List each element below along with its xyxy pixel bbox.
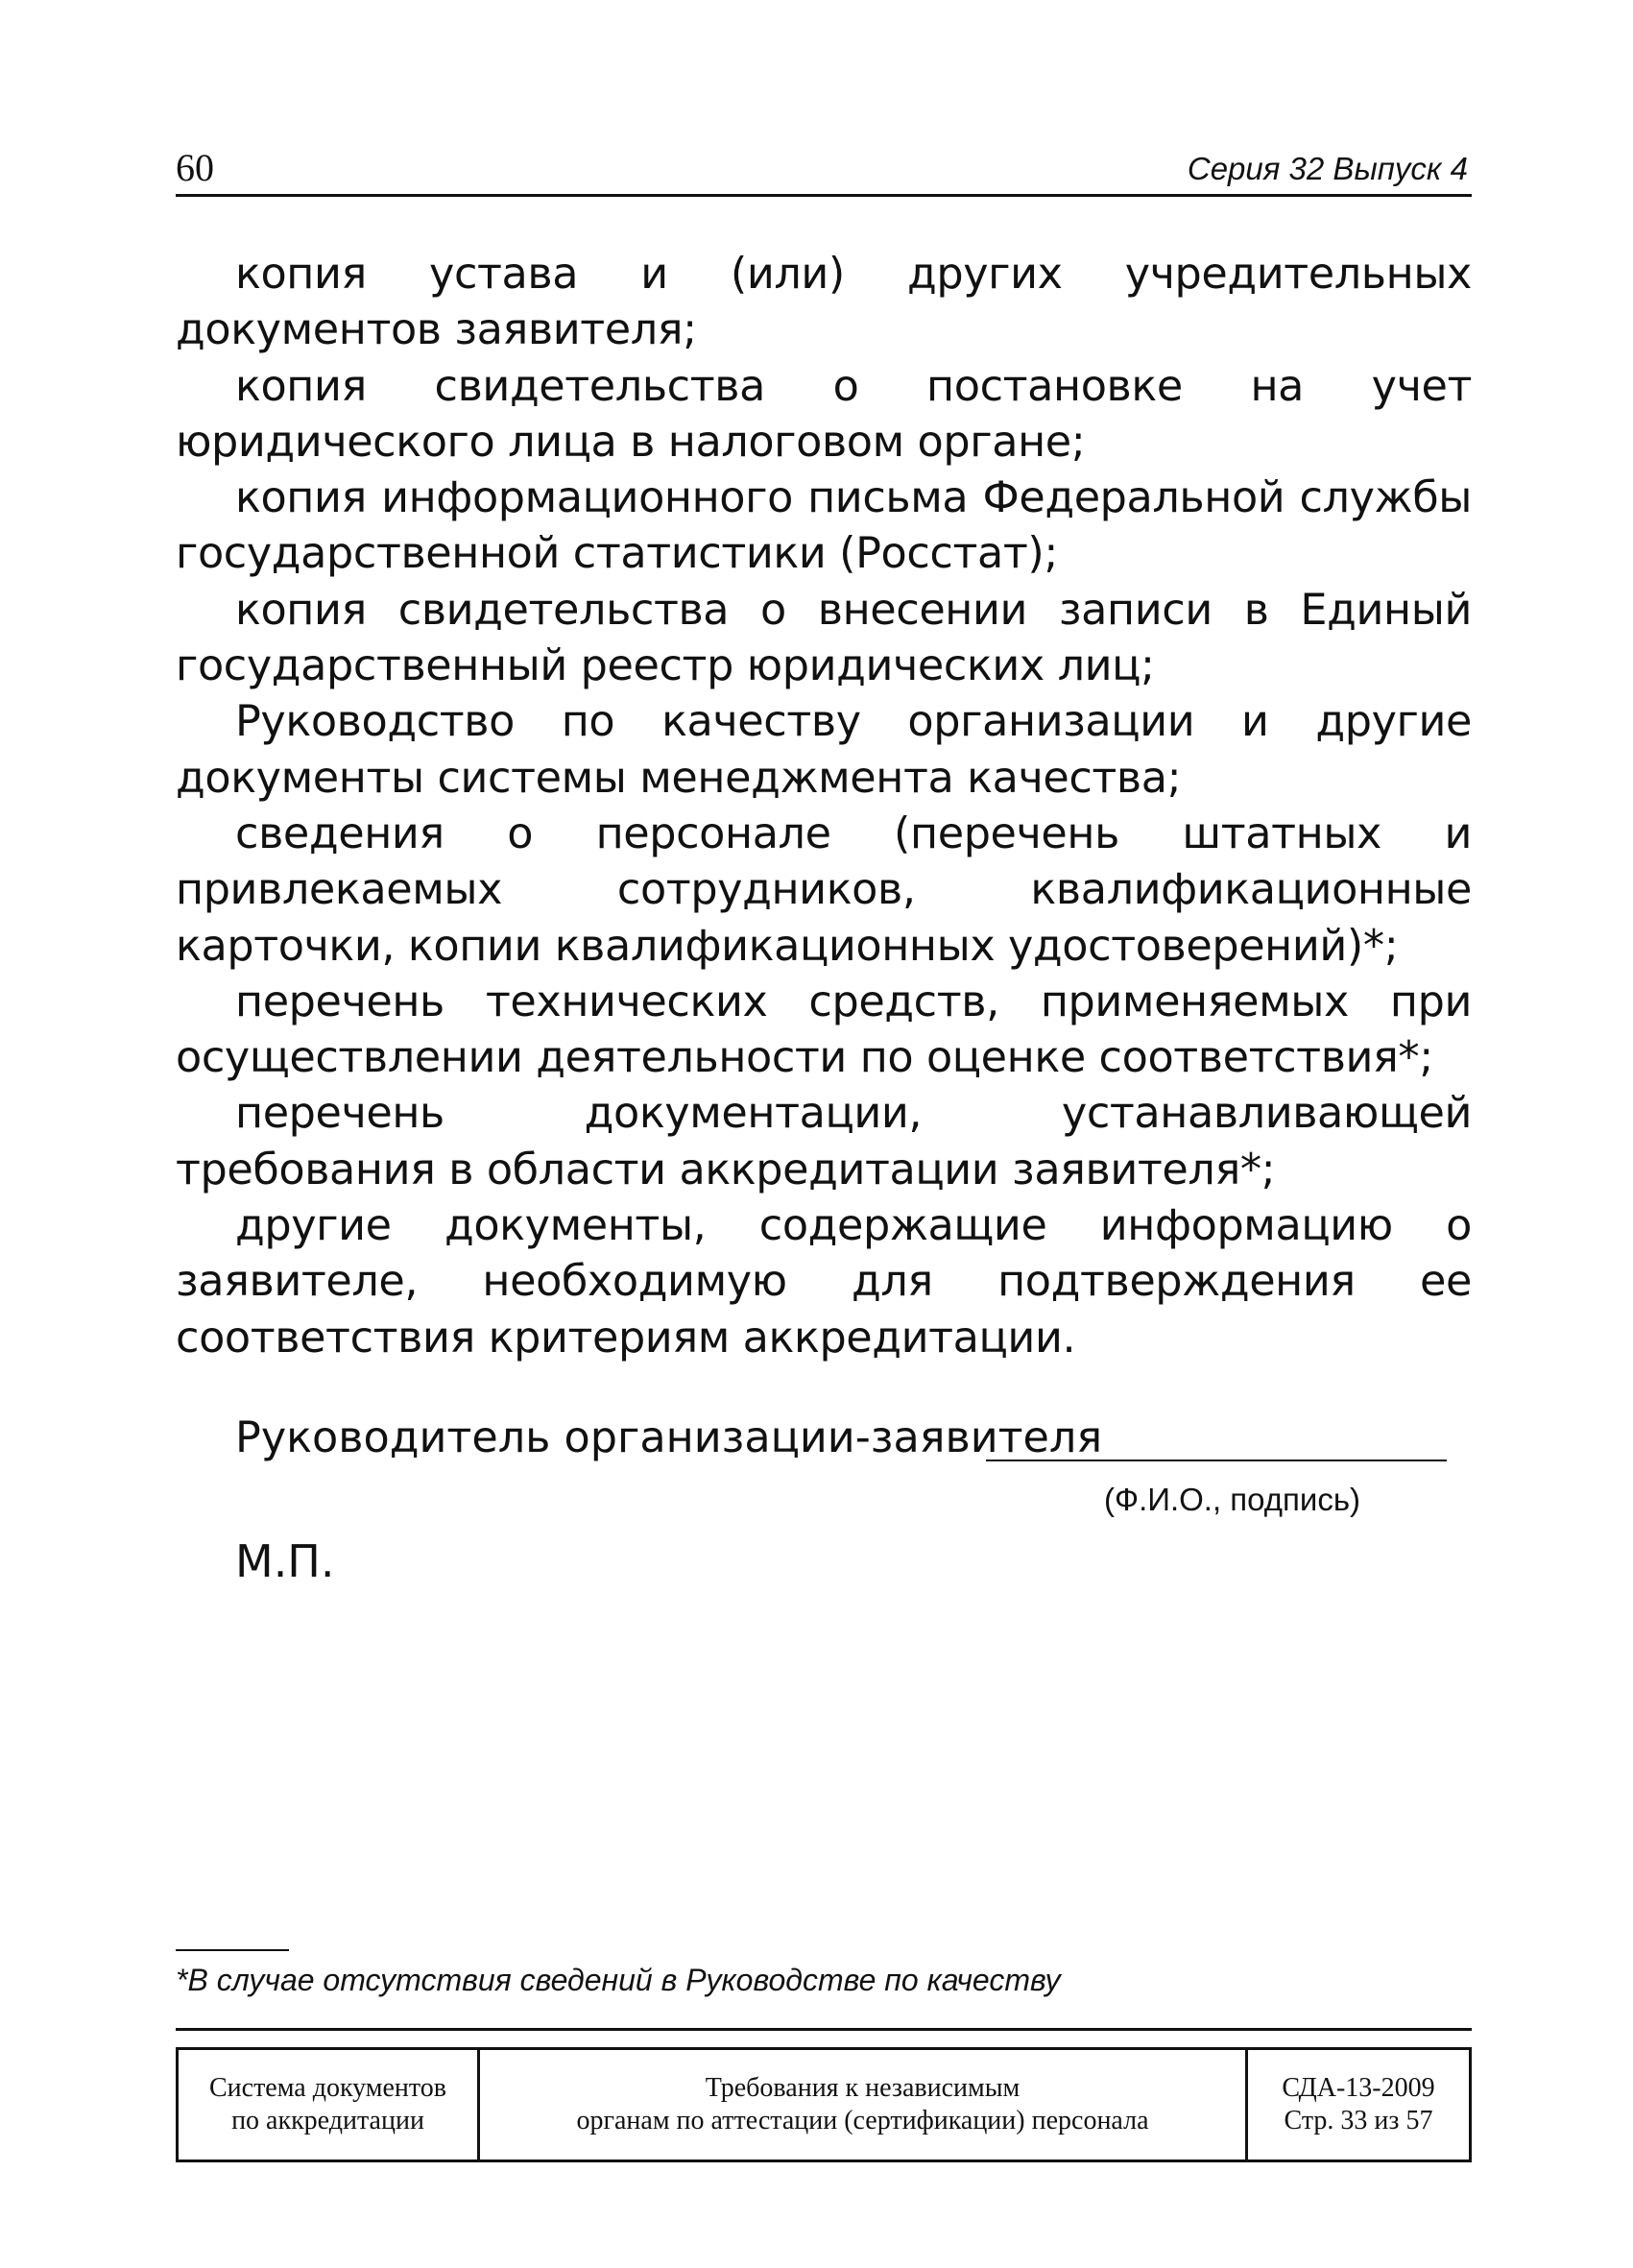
paragraph-personnel: сведения о персонале (перечень штатных и привлекаемых сотрудников, квалификационные карточки, копии квалификационных удостоверений)*; (176, 808, 1472, 971)
signature-label: Руководитель организации-заявителя (235, 1413, 1103, 1462)
footer-system-line2: по аккредитации (231, 2106, 424, 2135)
footer-page-count: Стр. 33 из 57 (1284, 2106, 1433, 2135)
footer-divider (176, 2028, 1472, 2031)
footer-title-line1: Требования к независимым (705, 2073, 1021, 2103)
footer-cell-system (179, 2050, 480, 2159)
footer-table (176, 2047, 1472, 2162)
paragraph-documentation: перечень документации, устанавливающей требования в области аккредитации заявителя*; (176, 1089, 1472, 1194)
footer-cell-title (480, 2050, 1248, 2159)
paragraph-state-register: копия свидетельства о внесении записи в Единый государственный реестр юридических лиц; (176, 585, 1472, 691)
stamp-place: М.П. (235, 1535, 335, 1587)
paragraph-technical-means: перечень технических средств, применяемых при осуществлении деятельности по оценке соответствия*; (176, 977, 1472, 1083)
signature-block (235, 1410, 1474, 1467)
signature-blank-line (986, 1460, 1447, 1461)
page-header (176, 144, 1472, 197)
footer-title-line2: органам по аттестации (сертификации) персонала (576, 2106, 1149, 2135)
signature-hint: (Ф.И.О., подпись) (1104, 1482, 1361, 1517)
document-body (176, 247, 1472, 1366)
footer-doc-code: СДА-13-2009 (1282, 2073, 1435, 2103)
series-label: Серия 32 Выпуск 4 (1187, 151, 1468, 186)
paragraph-charter-copy: копия устава и (или) других учредительных документов заявителя; (176, 250, 1472, 355)
paragraph-quality-manual: Руководство по качеству организации и другие документы системы менеджмента качества; (176, 697, 1472, 803)
footnote: *В случае отсутствия сведений в Руководстве по качеству (176, 1963, 1061, 1997)
footer-cell-code (1248, 2050, 1469, 2159)
footnote-divider (176, 1949, 289, 1951)
paragraph-rosstat-letter: копия информационного письма Федеральной службы государственной статистики (Росстат); (176, 473, 1472, 579)
paragraph-tax-registration: копия свидетельства о постановке на учет юридического лица в налоговом органе; (176, 361, 1472, 467)
footer-system-line1: Система документов (208, 2073, 446, 2103)
paragraph-other-documents: другие документы, содержащие информацию о заявителе, необходимую для подтверждения ее соответствия критериям аккредитации. (176, 1201, 1472, 1363)
page-number: 60 (176, 146, 214, 189)
